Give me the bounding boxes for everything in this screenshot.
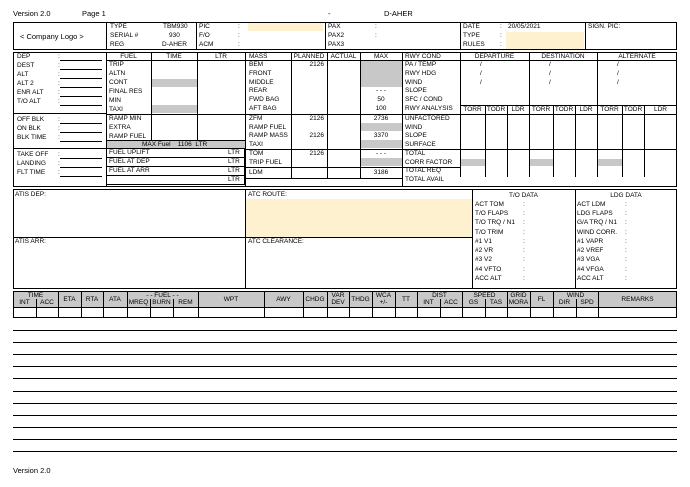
ldg-data-label: LDG FLAPS (577, 210, 613, 217)
mass-row-label: ZFM (249, 115, 263, 122)
rwy-row-label: CORR FACTOR (405, 158, 453, 166)
rule-line (13, 403, 677, 404)
colon: : (500, 32, 502, 39)
fuel-row-label: TRIP (109, 61, 124, 68)
route-label: DEP (17, 53, 31, 60)
rule-line (106, 158, 245, 167)
rule-line (198, 291, 199, 318)
rule-line (173, 299, 174, 318)
colon: : (375, 23, 377, 30)
mass-max-value: 50 (377, 96, 385, 104)
colon: : (523, 238, 525, 245)
to-data-label: #2 VR (475, 247, 494, 254)
slash: / (549, 79, 551, 86)
to-data-label: T/O FLAPS (475, 210, 509, 217)
ltr-unit: LTR (228, 167, 240, 174)
fuel-row-label: FINAL RES (109, 88, 143, 95)
slash: / (480, 79, 482, 86)
rwy-sub-head: TODR (486, 106, 506, 113)
rule-line (264, 291, 265, 318)
atis-dep-label: ATIS DEP: (15, 191, 46, 198)
mass-planned-value: 2126 (309, 115, 324, 122)
log-sub-head: GS (468, 299, 479, 306)
rwy-sub-head: TORR (531, 106, 551, 113)
slash: / (549, 61, 551, 68)
rwy-row-label: SFC / COND (405, 96, 443, 104)
mass-max-value: 2736 (373, 115, 389, 122)
fuel-row-label: CONT (109, 79, 128, 86)
rule-line (60, 176, 102, 177)
log-sub-head: BURN (152, 299, 171, 306)
log-col-head: ATA (109, 296, 121, 303)
rule-line (576, 299, 577, 318)
block-label: ON BLK (17, 125, 41, 132)
to-data-label: T/O TRIM (475, 229, 504, 236)
rule-line (106, 167, 245, 176)
atc-clearance-label: ATC CLEARANCE: (248, 238, 304, 245)
rule-line (81, 291, 82, 318)
type-rules-field[interactable] (506, 32, 584, 49)
log-sub-head: DEV (331, 299, 345, 306)
rwy-row-label: WIND (405, 78, 423, 86)
rwy-departure-head: DEPARTURE (474, 53, 515, 60)
flight-label: TAKE OFF (17, 151, 49, 158)
rule-line (60, 158, 102, 159)
route-label: ALT 2 (17, 80, 34, 87)
aircraft-reg: D-AHER (162, 41, 187, 48)
colon: : (500, 41, 502, 48)
footer-version: Version 2.0 (13, 466, 51, 475)
ldg-data-label: WIND CORR. (577, 229, 618, 236)
rule-line (485, 105, 486, 177)
colon: : (625, 256, 627, 263)
pax3-label: PAX3 (328, 41, 345, 48)
colon: : (238, 41, 240, 48)
colon: : (523, 266, 525, 273)
block-label: OFF BLK (17, 116, 45, 123)
header-registration: D-AHER (384, 9, 413, 18)
rwy-row-label: TOTAL REQ (405, 167, 441, 175)
rwy-row-label: UNFACTORED (405, 115, 450, 122)
fuel-row-label: RAMP FUEL (109, 133, 147, 140)
ldg-data-label: ACT LDM (577, 201, 606, 208)
rule-line (13, 354, 677, 355)
ldg-data-label: G/A TRQ / N1 (577, 219, 617, 226)
colon: : (523, 219, 525, 226)
fuel-row-label: TAXI (109, 106, 123, 113)
mass-row-label: BEM (249, 61, 264, 68)
flight-date: 20/05/2021 (508, 23, 541, 30)
rwy-row-label: SLOPE (405, 132, 427, 140)
log-sub-head: INT (423, 299, 434, 306)
rule-line (60, 60, 102, 61)
log-col-head: - - FUEL - - (146, 292, 179, 299)
ltr-unit: LTR (228, 176, 240, 183)
mass-row-label: FWD BAG (249, 96, 280, 104)
log-sub-head: DIR (558, 299, 571, 306)
colon: : (58, 53, 60, 60)
log-sub-head: MREQ (128, 299, 149, 306)
page-label: Page 1 (82, 9, 106, 18)
pic-label: PIC (199, 23, 210, 30)
rule-line (60, 123, 102, 124)
slash: / (480, 70, 482, 77)
rwy-sub-head: TORR (463, 106, 482, 113)
to-data-label: #1 V1 (475, 238, 492, 245)
log-sub-head: ACC (444, 299, 458, 306)
mass-row-label: LDM (249, 169, 263, 176)
fuel-bottom-label: FUEL UPLIFT (109, 149, 150, 156)
acm-label: ACM (199, 41, 214, 48)
slash: / (549, 70, 551, 77)
slash: / (617, 70, 619, 77)
sign-pic-label: SIGN. PIC: (588, 23, 621, 30)
colon: : (238, 23, 240, 30)
log-sub-head: REM (178, 299, 193, 306)
log-col-head: WIND (566, 292, 585, 299)
rule-line (60, 96, 102, 97)
log-col-head: GRID (510, 292, 527, 299)
mass-planned-value: 2126 (309, 150, 324, 157)
ldg-data-label: ACC ALT (577, 275, 604, 282)
colon: : (58, 134, 60, 141)
colon: : (58, 71, 60, 78)
rule-line (530, 291, 531, 318)
rule-line (553, 105, 554, 177)
colon: : (238, 32, 240, 39)
ldg-data-label: #1 VAPR (577, 238, 604, 245)
atc-route-field[interactable] (246, 199, 472, 237)
mass-head: MASS (249, 53, 268, 60)
log-col-head: DIST (432, 292, 447, 299)
log-col-head: VAR (331, 292, 345, 299)
mass-max-value: 3186 (373, 169, 389, 176)
rwy-row-label: TOTAL (405, 150, 426, 157)
log-col-head: RTA (85, 296, 99, 303)
to-data-title: T/O DATA (508, 192, 538, 199)
date-label: DATE (463, 23, 480, 30)
mass-row-label: RAMP FUEL (249, 123, 287, 131)
ldg-data-label: #4 VFGA (577, 266, 604, 273)
log-col-head: ETA (63, 296, 76, 303)
ldg-data-title: LDG DATA (610, 192, 642, 199)
fuel-row-label: EXTRA (109, 124, 131, 131)
rule-line (349, 291, 350, 318)
serial-label: SERIAL # (110, 32, 139, 39)
mass-row-label: RAMP MASS (249, 132, 288, 140)
colon: : (58, 62, 60, 69)
mass-row-label: TOM (249, 150, 264, 157)
colon: : (375, 32, 377, 39)
colon: : (58, 89, 60, 96)
log-col-head: FL (537, 296, 546, 303)
rule-line (60, 69, 102, 70)
mass-row-label: REAR (249, 87, 268, 95)
colon: : (58, 125, 60, 132)
log-col-head: SPEED (473, 292, 496, 299)
log-col-head: REMARKS (621, 296, 654, 303)
to-data-label: T/O TRQ / N1 (475, 219, 515, 226)
mass-row-label: MIDDLE (249, 78, 274, 86)
log-sub-head: INT (19, 299, 30, 306)
mass-row-label: FRONT (249, 69, 272, 77)
log-sub-head: MORA (508, 299, 529, 306)
colon: : (58, 160, 60, 167)
mass-row-label: TAXI (249, 141, 263, 149)
rule-line (622, 105, 623, 177)
slash: / (480, 61, 482, 68)
rwy-row-label: TOTAL AVAIL (405, 175, 445, 183)
to-data-label: ACC ALT (475, 275, 502, 282)
fo-label: F/O (199, 32, 210, 39)
rule-line (13, 366, 677, 367)
rule-line (13, 330, 677, 331)
fuel-time-head: TIME (166, 53, 182, 60)
flight-label: FLT TIME (17, 169, 46, 176)
mass-max-value: - - - (375, 150, 387, 157)
rwy-sub-head: TODR (623, 106, 643, 113)
flight-type-label: TYPE (463, 32, 480, 39)
rule-line (303, 291, 304, 318)
rule-line (60, 132, 102, 133)
rule-line (58, 291, 59, 318)
colon: : (625, 219, 627, 226)
rwy-destination-head: DESTINATION (541, 53, 585, 60)
rule-line (485, 299, 486, 318)
ldg-data-label: #2 VREF (577, 247, 604, 254)
log-col-head: TIME (27, 292, 44, 299)
rule-line (13, 427, 677, 428)
header-dash: - (328, 9, 331, 18)
rwy-alternate-head: ALTERNATE (618, 53, 656, 60)
company-logo: < Company Logo > (20, 32, 84, 41)
rwy-row-label: RWY HDG (405, 69, 437, 77)
version-label: Version 2.0 (13, 9, 51, 18)
ldg-data-label: #3 VGA (577, 256, 600, 263)
mass-row-label: TRIP FUEL (249, 158, 283, 166)
colon: : (625, 266, 627, 273)
rule-line (440, 299, 441, 318)
ltr-unit: LTR (228, 149, 240, 156)
max-fuel-text: MAX Fuel 1106 LTR (142, 141, 208, 148)
mass-row-label: AFT BAG (249, 105, 277, 112)
mass-planned-head: PLANNED (293, 53, 325, 60)
rule-line (36, 299, 37, 318)
rwy-sub-head: LDR (511, 106, 525, 113)
reg-label: REG (110, 41, 125, 48)
rwy-row-label: WIND (405, 123, 423, 131)
fuel-row-label: RAMP MIN (109, 115, 142, 122)
log-col-head: TT (402, 296, 410, 303)
fuel-row-label: ALTN (109, 70, 126, 77)
rule-line (150, 299, 151, 318)
log-col-head: WPT (223, 296, 239, 303)
route-label: ALT (17, 71, 29, 78)
colon: : (625, 275, 627, 282)
colon: : (625, 229, 627, 236)
to-data-label: ACT TOM (475, 201, 504, 208)
atis-arr-label: ATIS ARR: (15, 238, 46, 245)
rule-line (598, 291, 599, 318)
rule-line (575, 105, 576, 177)
colon: : (523, 247, 525, 254)
rule-line (13, 307, 677, 308)
rule-line (13, 415, 677, 416)
slash: / (617, 79, 619, 86)
rule-line (13, 439, 677, 440)
log-sub-head: SPD (580, 299, 594, 306)
colon: : (58, 80, 60, 87)
mass-planned-value: 2126 (309, 132, 324, 140)
log-sub-head: +/- (379, 299, 388, 306)
fuel-bottom-label: FUEL AT ARR (109, 167, 150, 174)
rwy-row-label: PA / TEMP (405, 61, 437, 68)
rule-line (13, 342, 677, 343)
rule-line (507, 105, 508, 177)
mass-max-value: 3370 (373, 132, 389, 140)
fuel-ltr-head: LTR (215, 53, 227, 60)
to-data-label: #3 V2 (475, 256, 492, 263)
atc-route-label: ATC ROUTE: (248, 191, 287, 198)
rule-line (644, 105, 645, 177)
mass-planned-value: 2126 (309, 61, 324, 68)
rwy-row-label: SURFACE (405, 141, 436, 149)
aircraft-type: TBM930 (163, 23, 188, 30)
log-col-head: AWY (276, 296, 291, 303)
fuel-head: FUEL (120, 53, 137, 60)
log-sub-head: TAS (489, 299, 503, 306)
colon: : (523, 275, 525, 282)
rule-line (106, 149, 245, 158)
rule-line (13, 451, 677, 452)
route-label: DEST (17, 62, 35, 69)
log-col-head: WCA (375, 292, 392, 299)
pax2-label: PAX2 (328, 32, 345, 39)
fuel-row-label: MIN (109, 97, 121, 104)
rwy-sub-head: LDR (653, 106, 667, 113)
rule-line (60, 141, 102, 142)
to-data-label: #4 VFTO (475, 266, 502, 273)
rwy-row-label: SLOPE (405, 87, 427, 95)
block-label: BLK TIME (17, 134, 47, 141)
route-label: T/O ALT (17, 98, 41, 105)
mass-actual-head: ACTUAL (330, 53, 357, 60)
rules-label: RULES (463, 41, 485, 48)
log-col-head: THDG (351, 296, 370, 303)
colon: : (58, 98, 60, 105)
colon: : (523, 201, 525, 208)
rwy-row-label: RWY ANALYSIS (405, 105, 453, 112)
colon: : (625, 247, 627, 254)
log-col-head: CHDG (305, 296, 325, 303)
rule-line (60, 78, 102, 79)
rule-line (13, 378, 677, 379)
colon: : (500, 23, 502, 30)
rwy-sub-head: LDR (579, 106, 593, 113)
slash: / (617, 61, 619, 68)
rule-line (103, 291, 104, 318)
fuel-bottom-label: FUEL AT DEP (109, 158, 150, 165)
type-label: TYPE (110, 23, 127, 30)
rwy-sub-head: TODR (554, 106, 574, 113)
colon: : (523, 210, 525, 217)
rwy-sub-head: TORR (600, 106, 619, 113)
mass-max-value: - - - (375, 87, 387, 95)
rule-line (60, 105, 102, 106)
rule-line (460, 105, 677, 106)
flight-label: LANDING (17, 160, 46, 167)
rwy-cond-head: RWY COND (405, 53, 441, 60)
colon: : (523, 256, 525, 263)
colon: : (625, 238, 627, 245)
rule-line (60, 87, 102, 88)
rule-line (106, 176, 245, 185)
mass-max-value: 100 (375, 105, 387, 112)
log-sub-head: ACC (40, 299, 54, 306)
rule-line (13, 391, 677, 392)
mass-max-head: MAX (373, 53, 389, 60)
pic-field[interactable] (248, 23, 323, 31)
aircraft-serial: 930 (169, 32, 180, 39)
colon: : (58, 116, 60, 123)
colon: : (58, 169, 60, 176)
colon: : (523, 229, 525, 236)
route-label: ENR ALT (17, 89, 44, 96)
ltr-unit: LTR (228, 158, 240, 165)
rule-line (395, 291, 396, 318)
rule-line (60, 167, 102, 168)
colon: : (625, 210, 627, 217)
colon: : (58, 151, 60, 158)
pax-label: PAX (328, 23, 341, 30)
colon: : (625, 201, 627, 208)
